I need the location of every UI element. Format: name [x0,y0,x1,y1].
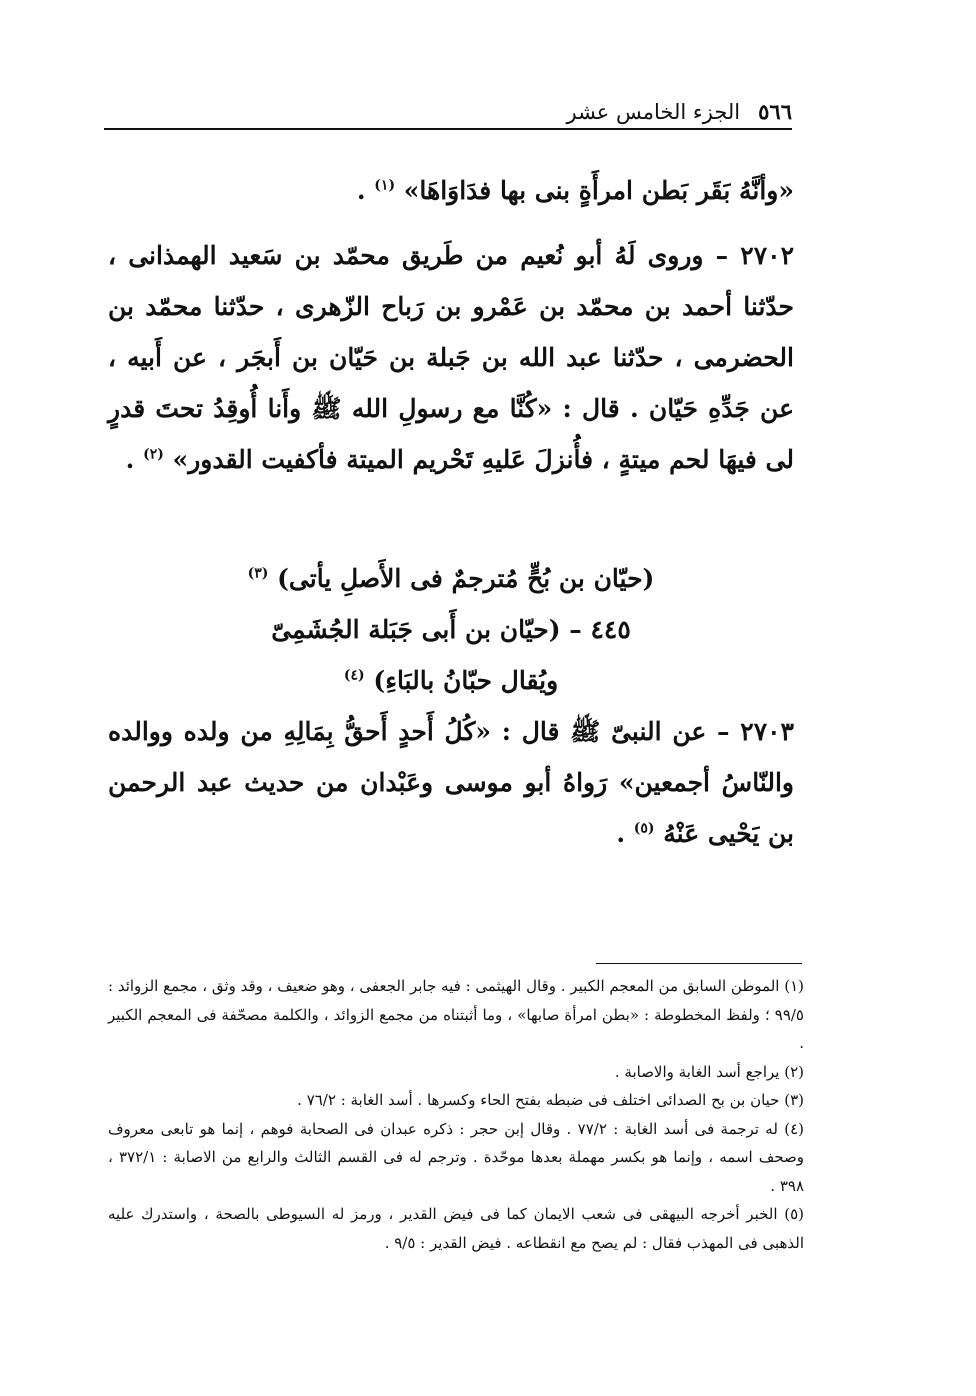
footnote-3: (٣) حيان بن بح الصدائى اختلف فى ضبطه بفتح الحاء وكسرها . أسد الغابة : ٧٦/٢ . [297,1091,804,1109]
page-header [104,92,792,130]
hadith-2702 [108,230,794,485]
hadith-text: – عن النبىّ ﷺ قال : «كُلُ أَحدٍ أَحقُّ بِمَالِهِ من ولده ووالده والنّاسُ أجمعين» رَواهُ أبو موسى وعَبْدان من حديث عبد الرحمن بن يَحْيى عَنْهُ [108,717,794,848]
entry-title: – (حيّان بن أَبى جَبَلة الجُشَمِىّ [271,615,582,644]
footnote-1: (١) الموطن السابق من المعجم الكبير . وقال الهيثمى : فيه جابر الجعفى ، وهو ضعيف ، وقد وثق ، مجمع الزوائد : ٩٩/٥ ؛ ولفظ المخطوطة : «بطن امرأة صابها» ، وما أثبتناه من مجمع الزوائد ، والكلمة مصحّفة فى المعجم الكبير . [108,977,804,1052]
footnote-divider [596,963,802,964]
hadith-number: ٢٧٠٢ [740,241,794,270]
entry-subtitle: ويُقال حبّانُ بالبَاءِ) [373,666,559,695]
hadith-text: – وروى لَهُ أبو نُعيم من طَريق محمّد بن سَعيد الهمذانى ، حدّثنا أحمد بن محمّد بن عَمْرو بن رَباح الزّهرى ، حدّثنا محمّد بن الحضرمى ، حدّثنا عبد الله بن جَبلة بن حَيّان بن أَبجَر ، عن أَبيه ، عن جَدِّهِ حَيّان . قال : «كُنَّا مع رسولِ الله ﷺ وأَنا أُوقِدُ تحتَ قدرٍ لى فيهَا لحم ميتةٍ ، فأُنزلَ عَليهِ تَحْريم الميتة فأكفيت القدور» [108,241,794,474]
entry-445-subtitle [108,655,794,706]
hadith-number: ٢٧٠٣ [740,717,794,746]
footnote-ref-5: (٥) [633,820,655,837]
intro-line [108,165,794,216]
cross-reference-text: (حيّان بن بُحٍّ مُترجمٌ فى الأَصلِ يأتى) [277,564,655,593]
hadith-2703 [108,706,794,859]
entry-number: ٤٤٥ [590,615,631,644]
cross-reference-entry [108,553,794,604]
part-title: الجزء الخامس عشر [566,100,741,124]
footnote-ref-1: (١) [374,177,396,194]
intro-text: «وأنَّهُ بَقَر بَطن امرأَةٍ بنى بها فدَاوَاهَا» [403,176,794,205]
hadith-end: . [125,445,135,474]
footnote-2: (٢) يراجع أسد الغابة والاصابة . [614,1062,804,1081]
footnote-ref-3: (٣) [247,565,269,582]
footnote-ref-4: (٤) [343,667,365,684]
hadith-end: . [616,819,626,848]
main-text [108,165,794,859]
intro-end: . [356,176,366,205]
footnote-4: (٤) له ترجمة فى أسد الغابة : ٧٧/٢ . وقال إبن حجر : ذكره عبدان فى الصحابة فوهم ، إنما هو تابعى معروف وصحف اسمه ، وإنما هو بكسر مهملة بعدها موحّدة . وترجم له فى القسم الثالث والرابع من الاصابة : ٣٧٢/١ ، ٣٩٨ . [108,1119,804,1195]
footnotes [108,972,804,1257]
entry-445-title [108,604,794,655]
page-number: ٥٦٦ [758,99,792,124]
footnote-5: (٥) الخبر أخرجه البيهقى فى شعب الايمان كما فى فيض القدير ، ورمز له السيوطى بالصحة ، واستدرك عليه الذهبى فى المهذب فقال : لم يصح مع انقطاعه . فيض القدير : ٩/٥ . [108,1205,804,1252]
footnote-ref-2: (٢) [143,446,164,463]
